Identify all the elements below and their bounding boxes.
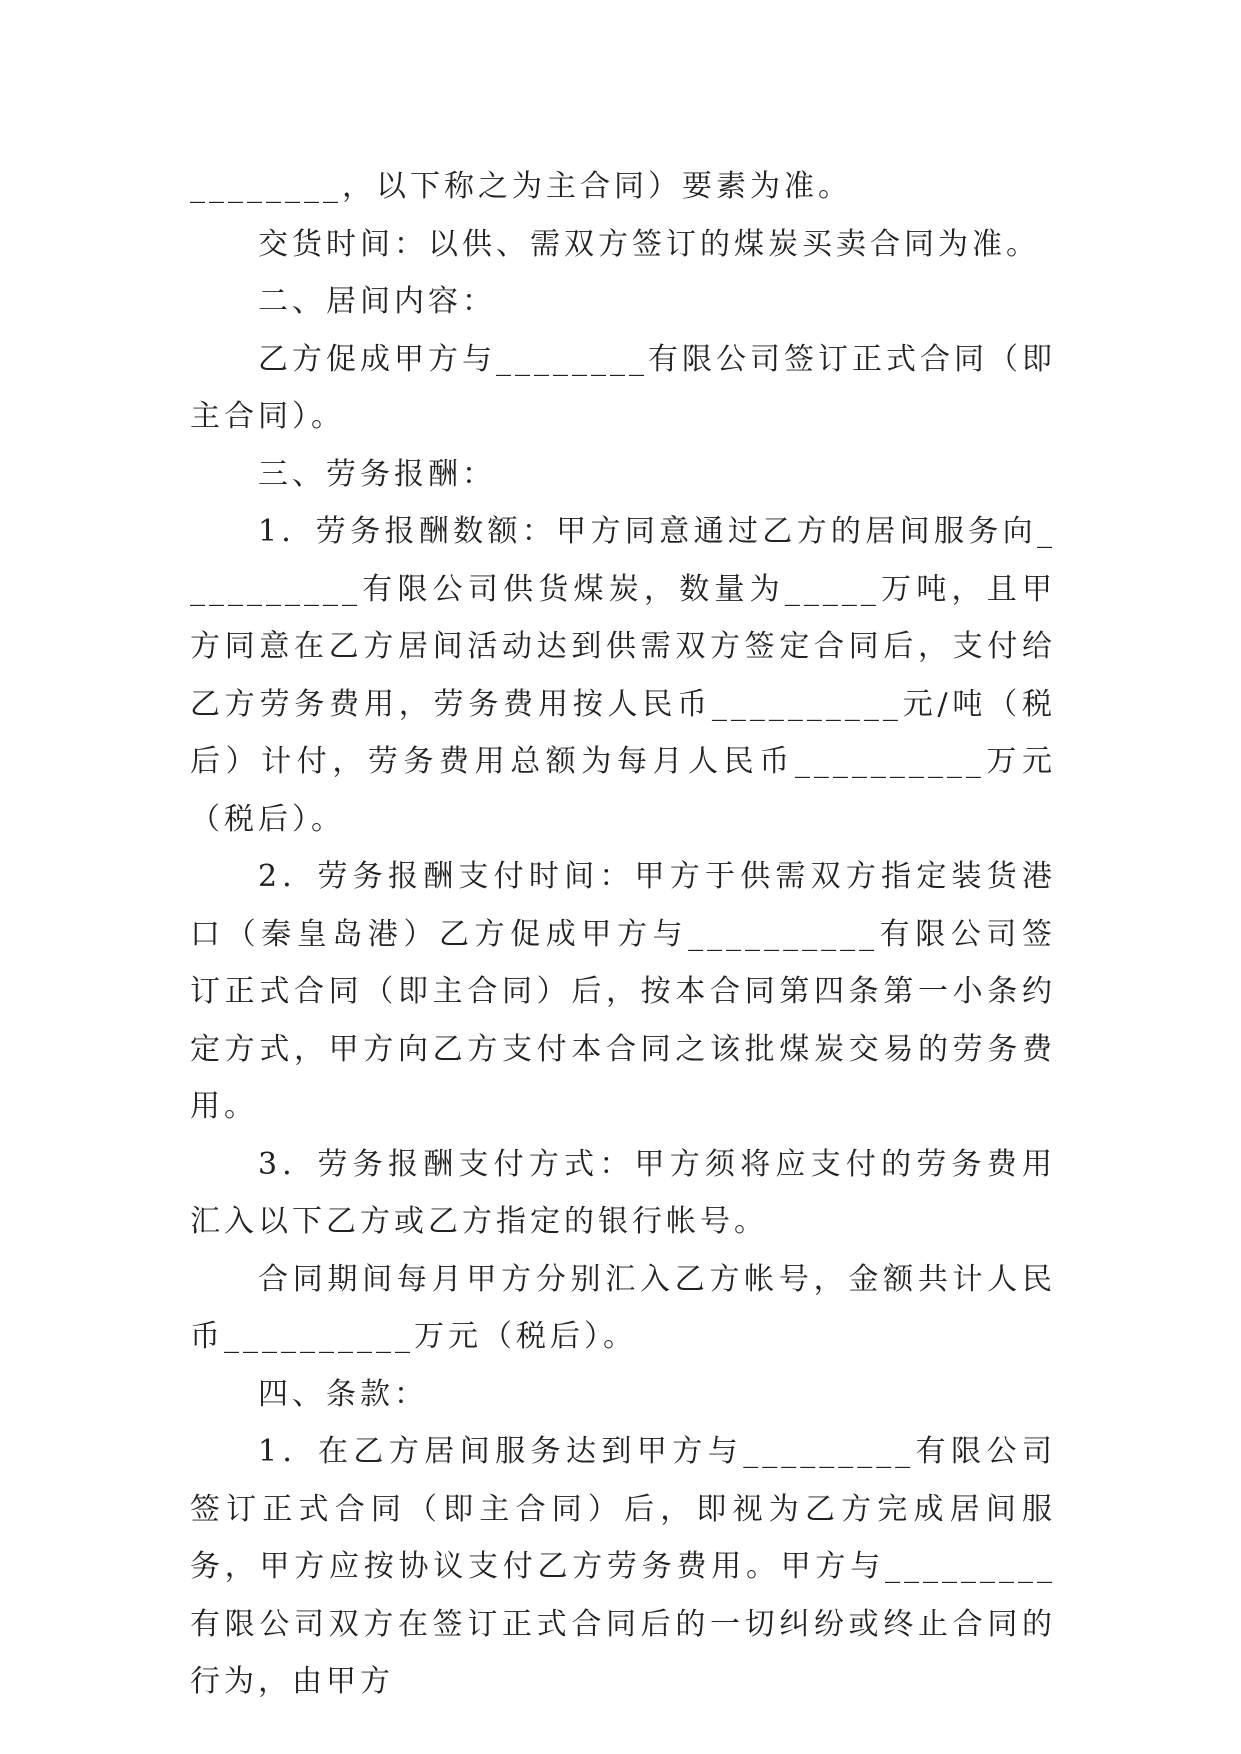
paragraph-payment-time: 2．劳务报酬支付时间：甲方于供需双方指定装货港口（秦皇岛港）乙方促成甲方与__________有限公司签订正式合同（即主合同）后，按本合同第四条第一小条约定方式，甲方向乙方支付本合同之该批煤炭交易的劳务费用。	[190, 859, 1056, 1124]
paragraph-monthly-payment: 合同期间每月甲方分别汇入乙方帐号，金额共计人民币__________万元（税后）。	[190, 1261, 1056, 1354]
heading-terms: 四、条款：	[258, 1376, 428, 1412]
paragraph-delivery-time: 交货时间：以供、需双方签订的煤炭买卖合同为准。	[258, 226, 1040, 262]
paragraph-remuneration-amount: 1．劳务报酬数额：甲方同意通过乙方的居间服务向__________有限公司供货煤炭，数量为_____万吨，且甲方同意在乙方居间活动达到供需双方签定合同后，支付给乙方劳务费用，劳务费用按人民币__________元/吨（税后）计付，劳务费用总额为每月人民币__________万元（税后）。	[190, 514, 1056, 837]
paragraph-term-1: 1．在乙方居间服务达到甲方与_________有限公司签订正式合同（即主合同）后，即视为乙方完成居间服务，甲方应按协议支付乙方劳务费用。甲方与_________有限公司双方在签订正式合同后的一切纠纷或终止合同的行为，由甲方	[190, 1434, 1056, 1699]
heading-brokerage-content: 二、居间内容：	[258, 284, 496, 319]
paragraph-brokerage-content: 乙方促成甲方与________有限公司签订正式合同（即主合同）。	[190, 341, 1056, 434]
document-page	[190, 158, 1056, 1711]
paragraph-main-contract-elements: ________，以下称之为主合同）要素为准。	[190, 169, 852, 204]
heading-service-remuneration: 三、劳务报酬：	[258, 456, 496, 492]
paragraph-payment-method: 3．劳务报酬支付方式：甲方须将应支付的劳务费用汇入以下乙方或乙方指定的银行帐号。	[190, 1146, 1056, 1239]
